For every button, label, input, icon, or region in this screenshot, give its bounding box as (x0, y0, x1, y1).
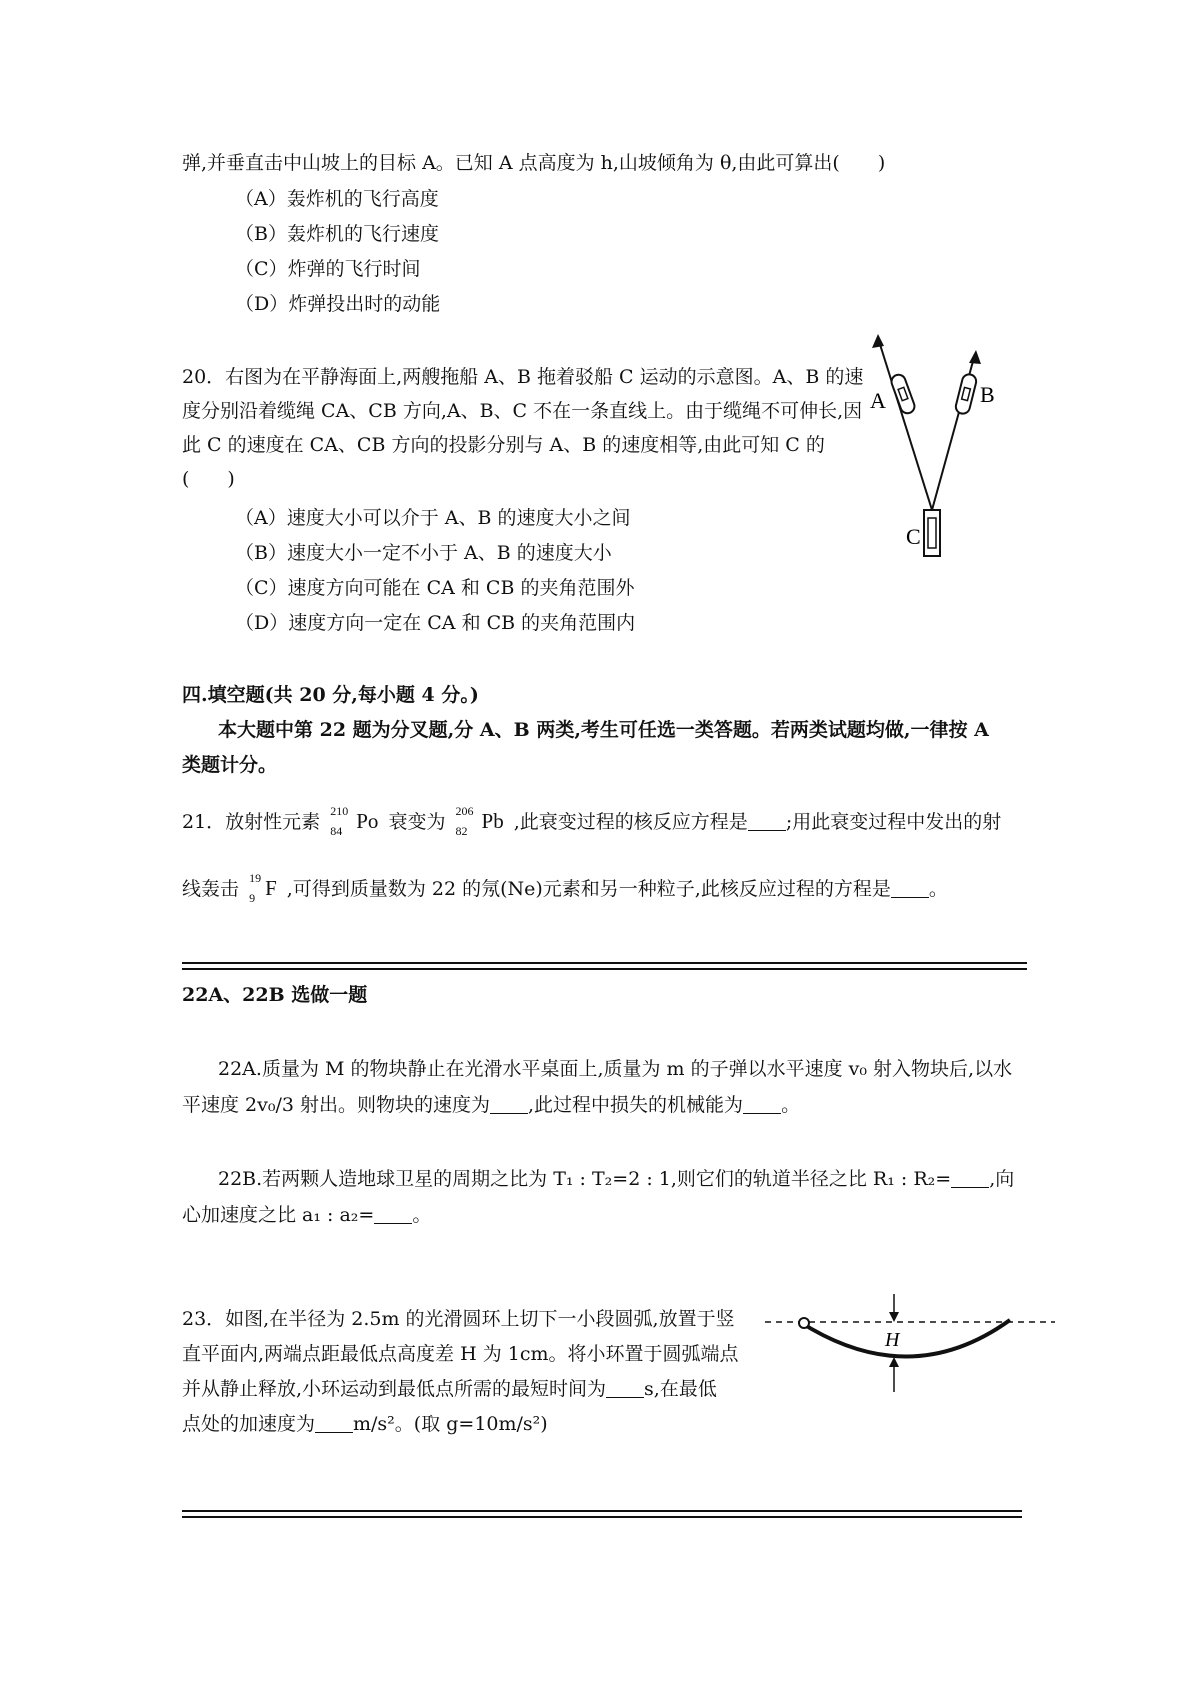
q19-option-d: （D）炸弹投出时的动能 (235, 293, 441, 315)
q19-option-b: （B）轰炸机的飞行速度 (235, 223, 439, 245)
label-b: B (980, 382, 995, 407)
answer-blank[interactable] (748, 812, 786, 831)
divider (182, 1516, 1022, 1518)
q23-line-2: 直平面内,两端点距最低点高度差 H 为 1cm。将小环置于圆弧端点 (182, 1343, 739, 1365)
q22-header: 22A、22B 选做一题 (182, 984, 368, 1006)
q20-option-c: （C）速度方向可能在 CA 和 CB 的夹角范围外 (235, 577, 635, 599)
answer-blank[interactable] (315, 1414, 353, 1433)
divider (182, 1510, 1022, 1512)
q20-line-3: 此 C 的速度在 CA、CB 方向的投影分别与 A、B 的速度相等,由此可知 C 的 (182, 434, 825, 456)
q20-option-b: （B）速度大小一定不小于 A、B 的速度大小 (235, 542, 612, 564)
answer-blank[interactable] (743, 1095, 781, 1114)
answer-blank[interactable] (606, 1379, 644, 1398)
q20-line-2: 度分别沿着缆绳 CA、CB 方向,A、B、C 不在一条直线上。由于缆绳不可伸长,因 (182, 400, 863, 422)
q19-option-c: （C）炸弹的飞行时间 (235, 258, 421, 280)
answer-blank[interactable] (891, 879, 929, 898)
label-h: H (885, 1329, 900, 1351)
q21-line-2: 线轰击 19 9 F ,可得到质量数为 22 的氖(Ne)元素和另一种粒子,此核反应过程的方程是 。 (182, 871, 948, 905)
divider (182, 968, 1027, 970)
q20-option-a: （A）速度大小可以介于 A、B 的速度大小之间 (235, 507, 631, 529)
q22a-line-1: 22A.质量为 M 的物块静止在光滑水平桌面上,质量为 m 的子弹以水平速度 v₀ 射入物块后,以水 (218, 1058, 1013, 1080)
section-title: 四.填空题(共 20 分,每小题 4 分。) (182, 684, 479, 706)
divider (182, 962, 1027, 964)
section-note-1: 本大题中第 22 题为分叉题,分 A、B 两类,考生可任选一类答题。若两类试题均做,一律按 A (218, 719, 989, 741)
label-a: A (870, 388, 886, 413)
q20-option-d: （D）速度方向一定在 CA 和 CB 的夹角范围内 (235, 612, 636, 634)
section-note-2: 类题计分。 (182, 754, 278, 776)
arc-diagram (760, 1292, 1060, 1402)
q22b-line-1: 22B.若两颗人造地球卫星的周期之比为 T₁ : T₂=2 : 1,则它们的轨道半径之比 R₁ : R₂= ,向 (218, 1168, 1015, 1190)
q23-line-1: 23．如图,在半径为 2.5m 的光滑圆环上切下一小段圆弧,放置于竖 (182, 1308, 735, 1330)
q23-line-4: 点处的加速度为 m/s²。(取 g=10m/s²) (182, 1413, 548, 1435)
tugboat-diagram (860, 330, 1020, 560)
q19-continuation: 弹,并垂直击中山坡上的目标 A。已知 A 点高度为 h,山坡倾角为 θ,由此可算出( ) (182, 152, 886, 174)
q21-line-1: 21．放射性元素 210 84 Po 衰变为 206 82 Pb ,此衰变过程的核反应方程是 ;用此衰变过程中发出的射 (182, 804, 1002, 838)
q19-option-a: （A）轰炸机的飞行高度 (235, 188, 439, 210)
q22b-line-2: 心加速度之比 a₁ : a₂= 。 (182, 1204, 432, 1226)
nuclide-pb: 206 82 Pb (455, 804, 504, 838)
q23-line-3: 并从静止释放,小环运动到最低点所需的最短时间为 s,在最低 (182, 1378, 717, 1400)
label-c: C (906, 524, 921, 549)
q20-line-1: 20．右图为在平静海面上,两艘拖船 A、B 拖着驳船 C 运动的示意图。A、B 的速 (182, 366, 864, 388)
q22a-line-2: 平速度 2v₀/3 射出。则物块的速度为 ,此过程中损失的机械能为 。 (182, 1094, 801, 1116)
answer-blank[interactable] (374, 1205, 412, 1224)
answer-blank[interactable] (951, 1169, 989, 1188)
answer-blank[interactable] (490, 1095, 528, 1114)
nuclide-po: 210 84 Po (330, 804, 379, 838)
nuclide-f: 19 9 F (249, 871, 277, 905)
q20-line-4: ( ) (182, 468, 235, 490)
